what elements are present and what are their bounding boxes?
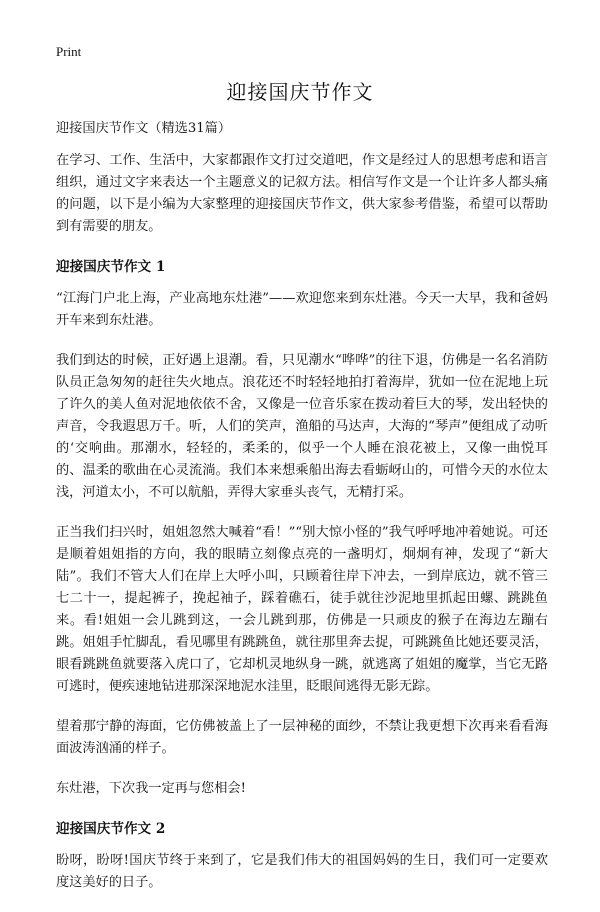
document-subtitle: 迎接国庆节作文（精选31篇） (56, 121, 232, 136)
essay-section-1 (56, 256, 548, 800)
paragraph: “江海门户北上海，产业高地东灶港”——欢迎您来到东灶港。今天一大早，我和爸妈开车来到东灶港。 (56, 291, 548, 328)
paragraph: 正当我们扫兴时，姐姐忽然大喊着“看！”“别大惊小怪的”我气呼呼地冲着她说。可还是顺着姐姐指的方向，我的眼睛立刻像点亮的一盏明灯，炯炯有神，发现了“新大陆”。我们不管大人们在岸上大呼小叫，只顾着往岸下冲去，一到岸底边，就不管三七二十一，提起裤子，挽起袖子，踩着礁石，徒手就往沙泥地里抓起田螺、跳跳鱼来。看!姐姐一会儿跳到这，一会儿跳到那，仿佛是一只顽皮的猴子在海边左蹦右跳。姐姐手忙脚乱，看见哪里有跳跳鱼，就往那里奔去捉，可跳跳鱼比她还要灵活，眼看跳跳鱼就要落入虎口了，它却机灵地纵身一跳，就逃离了姐姐的魔掌，当它无路可逃时，便疾速地钻进那深深地泥水洼里，眨眼间逃得无影无踪。 (56, 525, 548, 694)
paragraph: 我们到达的时候，正好遇上退潮。看，只见潮水“哗哗”的往下退，仿佛是一名名消防队员正急匆匆的赶往失火地点。浪花还不时轻轻地拍打着海岸，犹如一位在泥地上玩了许久的美人鱼对泥地依依不舍，又像是一位音乐家在拨动着巨大的琴，发出轻快的声音，令我遐思万千。听，人们的笑声，渔船的马达声，大海的“琴声”便组成了动听的‘交响曲。那潮水，轻轻的，柔柔的，似乎一个人睡在浪花被上，又像一曲悦耳的、温柔的歌曲在心灵流淌。我们本来想乘船出海去看蛎岈山的，可惜今天的水位太浅，河道太小，不可以航船，弄得大家垂头丧气，无精打采。 (56, 353, 548, 500)
print-link[interactable]: Print (56, 44, 82, 59)
paragraph: 东灶港，下次我一定再与您相会! (56, 781, 246, 796)
paragraph: 望着那宁静的海面，它仿佛被盖上了一层神秘的面纱，不禁让我更想下次再来看看海面波涛汹涌的样子。 (56, 719, 548, 756)
document-title: 迎接国庆节作文 (226, 80, 374, 104)
essay-section-2 (56, 818, 548, 894)
paragraph: 盼呀，盼呀!国庆节终于来到了，它是我们伟大的祖国妈妈的生日，我们可一定要欢度这美好的日子。 (56, 853, 548, 890)
section-heading: 迎接国庆节作文 2 (56, 821, 166, 837)
document-body (56, 118, 548, 912)
intro-paragraph: 在学习、工作、生活中，大家都跟作文打过交道吧，作文是经过人的思想考虑和语言组织，通过文字来表达一个主题意义的记叙方法。相信写作文是一个让许多人都头痛的问题，以下是小编为大家整理的迎接国庆节作文，供大家参考借鉴，希望可以帮助到有需要的朋友。 (56, 153, 548, 234)
section-heading: 迎接国庆节作文 1 (56, 259, 166, 275)
